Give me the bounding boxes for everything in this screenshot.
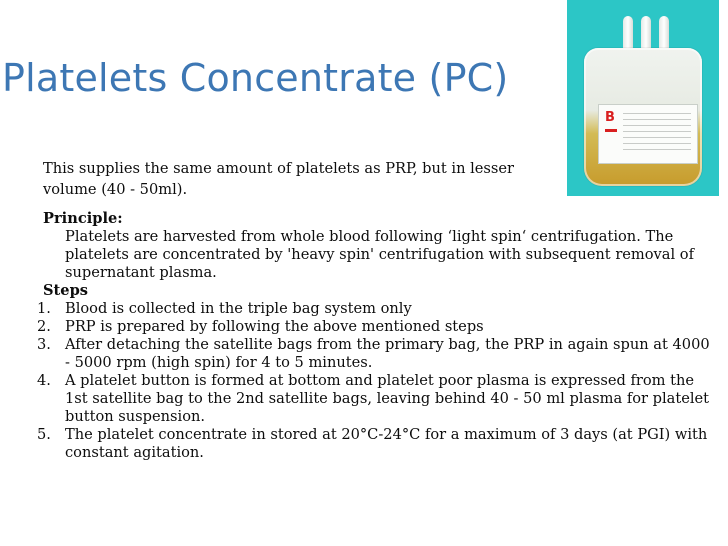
intro-line: This supplies the same amount of platelets as PRP, but in lesser bbox=[43, 160, 515, 177]
step-item bbox=[37, 318, 715, 336]
steps-heading: Steps bbox=[43, 282, 88, 299]
step-text: A platelet button is formed at bottom and platelet poor plasma is expressed from the 1st satellite bag to the 2nd satellite bags, leaving behind 40 - 50 ml plasma for platelet button suspension. bbox=[65, 372, 710, 425]
step-number: 4. bbox=[37, 372, 51, 389]
bag-label-mark bbox=[605, 129, 617, 132]
step-number: 5. bbox=[37, 426, 51, 443]
slide-body bbox=[37, 158, 715, 462]
step-number: 1. bbox=[37, 300, 51, 317]
principle-heading: Principle: bbox=[43, 210, 123, 227]
step-item bbox=[37, 336, 715, 372]
intro-line: volume (40 - 50ml). bbox=[43, 181, 188, 198]
step-text: The platelet concentrate in stored at 20°C-24°C for a maximum of 3 days (at PGI) with constant agitation. bbox=[65, 426, 708, 461]
slide-title: Platelets Concentrate (PC) bbox=[2, 56, 509, 100]
step-number: 3. bbox=[37, 336, 51, 353]
step-item bbox=[37, 372, 715, 426]
step-text: PRP is prepared by following the above mentioned steps bbox=[65, 318, 484, 335]
bag-label bbox=[598, 104, 698, 164]
step-text: After detaching the satellite bags from the primary bag, the PRP in again spun at 4000 - 5000 rpm (high spin) for 4 to 5 minutes. bbox=[65, 336, 710, 371]
bag-label-print bbox=[623, 113, 691, 155]
step-item bbox=[37, 300, 715, 318]
step-item bbox=[37, 426, 715, 462]
step-text: Blood is collected in the triple bag system only bbox=[65, 300, 412, 317]
principle-text: Platelets are harvested from whole blood following ‘light spin‘ centrifugation. The platelets are concentrated by 'heavy spin' centrifugation with subsequent removal of supernatant plasma. bbox=[65, 228, 694, 281]
intro-paragraph bbox=[43, 158, 563, 200]
steps-list bbox=[37, 300, 715, 462]
step-number: 2. bbox=[37, 318, 51, 335]
bag-letter: B bbox=[605, 110, 615, 125]
